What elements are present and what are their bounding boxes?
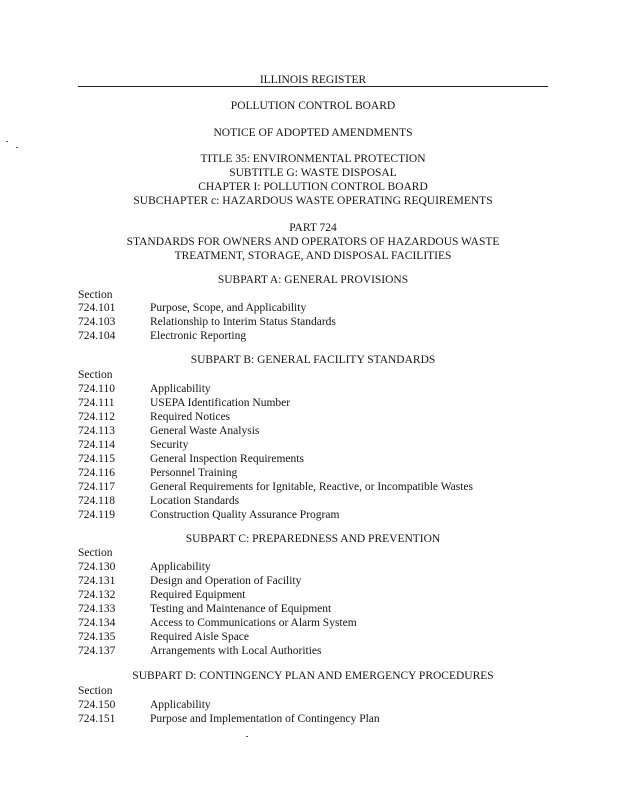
chapter-heading: CHAPTER I: POLLUTION CONTROL BOARD [198,181,428,193]
part-title-line-2: TREATMENT, STORAGE, AND DISPOSAL FACILITIES [174,250,452,262]
section-title: General Inspection Requirements [150,453,304,465]
section-number: 724.150 [78,699,116,711]
notice-heading: NOTICE OF ADOPTED AMENDMENTS [213,127,413,139]
toc-row [78,508,339,522]
section-title: Construction Quality Assurance Program [150,509,340,521]
section-number: 724.116 [78,467,115,479]
section-title: General Waste Analysis [150,425,260,437]
section-title: Required Notices [150,411,231,423]
section-number: 724.114 [78,439,115,451]
section-title: Testing and Maintenance of Equipment [150,603,332,615]
section-number: 724.119 [78,509,115,521]
section-number: 724.133 [78,603,116,615]
section-number: 724.137 [78,645,116,657]
toc-row [78,644,322,658]
section-number: 724.135 [78,631,116,643]
toc-row [78,574,301,588]
section-number: 724.130 [78,561,116,573]
section-title: Location Standards [150,495,240,507]
section-number: 724.112 [78,411,115,423]
toc-row [78,438,188,452]
toc-row [78,329,246,343]
section-title: Security [150,439,189,451]
toc-row [78,712,380,726]
section-title: Electronic Reporting [150,330,247,342]
section-number: 724.132 [78,589,116,601]
title-heading: TITLE 35: ENVIRONMENTAL PROTECTION [200,153,426,165]
section-label: Section [78,289,113,301]
section-number: 724.151 [78,713,116,725]
part-title-line-1: STANDARDS FOR OWNERS AND OPERATORS OF HAZARDOUS WASTE [126,236,500,248]
section-number: 724.101 [78,302,116,314]
toc-row [78,602,331,616]
section-title: Arrangements with Local Authorities [150,645,322,657]
section-title: Relationship to Interim Status Standards [150,316,336,328]
section-label: Section [78,547,113,559]
scan-speck [246,736,248,737]
section-label: Section [78,369,113,381]
register-header: ILLINOIS REGISTER [259,74,367,86]
toc-row [78,560,211,574]
section-number: 724.131 [78,575,116,587]
subpart-heading: SUBPART C: PREPAREDNESS AND PREVENTION [185,533,441,545]
toc-row [78,396,290,410]
toc-row [78,494,239,508]
subpart-heading: SUBPART D: CONTINGENCY PLAN AND EMERGENCY PROCEDURES [132,670,494,682]
subpart-heading: SUBPART A: GENERAL PROVISIONS [217,274,409,286]
toc-row [78,315,336,329]
section-title: Design and Operation of Facility [150,575,302,587]
toc-row [78,466,237,480]
board-name: POLLUTION CONTROL BOARD [230,100,396,112]
section-title: USEPA Identification Number [150,397,291,409]
toc-row [78,301,306,315]
section-title: Access to Communications or Alarm System [150,617,357,629]
section-title: Required Equipment [150,589,246,601]
section-title: Required Aisle Space [150,631,250,643]
section-number: 724.118 [78,495,115,507]
section-label: Section [78,685,113,697]
section-title: Personnel Training [150,467,238,479]
section-title: Applicability [150,561,211,573]
toc-row [78,382,211,396]
toc-row [78,452,304,466]
subpart-heading: SUBPART B: GENERAL FACILITY STANDARDS [190,354,436,366]
section-number: 724.117 [78,481,115,493]
toc-row [78,410,230,424]
section-number: 724.103 [78,316,116,328]
scan-speck [16,147,18,148]
section-number: 724.104 [78,330,116,342]
section-number: 724.113 [78,425,115,437]
toc-row [78,588,246,602]
section-title: Purpose and Implementation of Contingency Plan [150,713,380,725]
header-rule [78,86,548,87]
toc-row [78,698,211,712]
section-number: 724.111 [78,397,115,409]
toc-row [78,630,249,644]
subtitle-heading: SUBTITLE G: WASTE DISPOSAL [229,167,397,179]
section-title: General Requirements for Ignitable, Reactive, or Incompatible Wastes [150,481,473,493]
toc-row [78,424,259,438]
section-number: 724.134 [78,617,116,629]
section-title: Purpose, Scope, and Applicability [150,302,307,314]
section-number: 724.115 [78,453,115,465]
scan-speck [6,141,8,142]
subchapter-heading: SUBCHAPTER c: HAZARDOUS WASTE OPERATING REQUIREMENTS [133,195,493,207]
section-title: Applicability [150,699,211,711]
section-title: Applicability [150,383,211,395]
section-number: 724.110 [78,383,115,395]
part-heading: PART 724 [289,222,337,234]
toc-row [78,480,473,494]
toc-row [78,616,357,630]
